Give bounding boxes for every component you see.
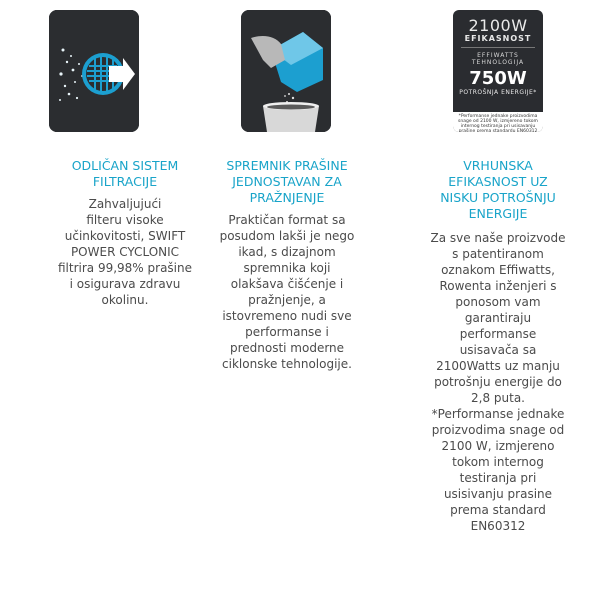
badge-divider — [461, 47, 535, 48]
feature-title-efficiency: VRHUNSKA EFIKASNOST UZ NISKU POTROŠNJU ENERGIJE — [440, 158, 556, 221]
effiwatts-badge — [453, 10, 543, 132]
feature-body-filtration: Zahvaljujući filteru visoke učinkovitosti, SWIFT POWER CYCLONIC filtrira 99,98% prašine i osigurava zdravu okolinu. — [57, 197, 192, 307]
badge-consumption-label: POTROŠNJA ENERGIJE* — [459, 89, 537, 96]
feature-body-efficiency: Za sve naše proizvode s patentiranom oznakom Effiwatts, Rowenta inženjeri s ponosom vam garantiraju performanse usisavača sa 2100Watts uz manju potrošnju energije do 2,8 puta. *Performanse jednake proizvodima snage od 2100 W, izmjereno tokom internog testiranja pri usisivanju prasine prema standard EN60312 — [430, 231, 566, 533]
filter-icon — [49, 10, 139, 132]
feature-title-filtration: ODLIČAN SISTEM FILTRACIJE — [71, 158, 179, 189]
feature-body-dust-container: Praktičan format sa posudom lakši je nego ikad, s dizajnom spremnika koji olakšava čišćenje i pražnjenje, a istovremeno nudi sve performanse i prednosti moderne ciklonske tehnologije. — [219, 213, 355, 371]
badge-efficiency: EFIKASNOST — [464, 34, 532, 43]
badge-note: *Performanse jednake proizvodima snage od 2100 W, izmjereno tokom internog testiranja pri usisavanju prašine prema standardu EN60312 — [453, 112, 543, 132]
badge-power: 2100W — [468, 16, 528, 35]
dust-container-icon — [241, 10, 331, 132]
badge-consumption: 750W — [469, 68, 527, 89]
badge-technology: EFFIWATTS TEHNOLOGIJA — [471, 52, 525, 66]
feature-title-dust-container: SPREMNIK PRAŠINE JEDNOSTAVAN ZA PRAŽNJENJE — [226, 158, 348, 205]
